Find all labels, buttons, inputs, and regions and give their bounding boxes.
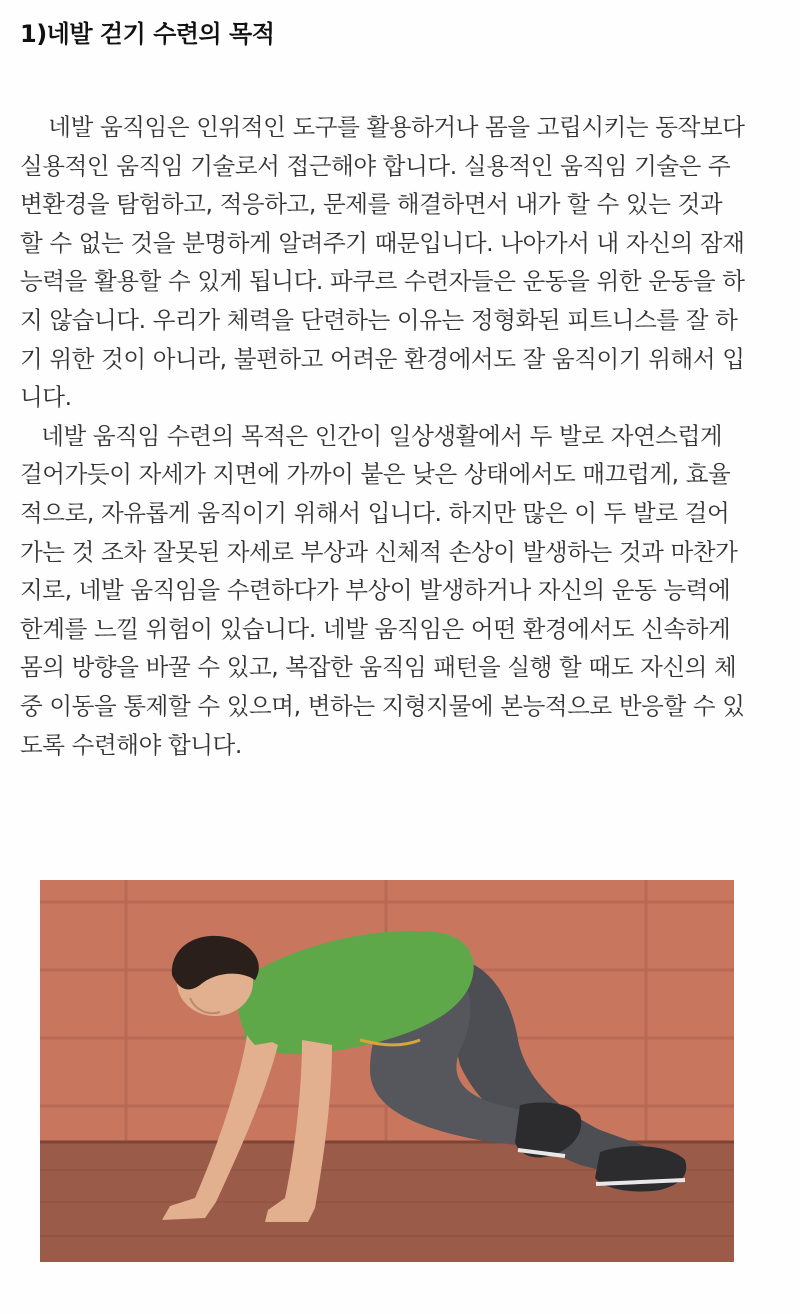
body-line: 도록 수련해야 합니다. xyxy=(20,730,242,759)
body-line: 네발 움직임 수련의 목적은 인간이 일상생활에서 두 발로 자연스럽게 xyxy=(20,421,723,450)
body-line: 기 위한 것이 아니라, 불편하고 어려운 환경에서도 잘 움직이기 위해서 입 xyxy=(20,344,745,373)
body-line: 적으로, 자유롭게 움직이기 위해서 입니다. 하지만 많은 이 두 발로 걸어 xyxy=(20,498,730,527)
section-heading: 1)네발 걷기 수련의 목적 xyxy=(20,20,275,48)
article-body xyxy=(20,108,790,764)
body-line: 능력을 활용할 수 있게 됩니다. 파쿠르 수련자들은 운동을 위한 운동을 하 xyxy=(20,267,745,296)
body-line: 걸어가듯이 자세가 지면에 가까이 붙은 낮은 상태에서도 매끄럽게, 효율 xyxy=(20,460,731,489)
body-line: 지 않습니다. 우리가 체력을 단련하는 이유는 정형화된 피트니스를 잘 하 xyxy=(20,305,738,334)
body-line: 실용적인 움직임 기술로서 접근해야 합니다. 실용적인 움직임 기술은 주 xyxy=(20,151,731,180)
body-line: 니다. xyxy=(20,383,72,412)
body-line: 몸의 방향을 바꿀 수 있고, 복잡한 움직임 패턴을 실행 할 때도 자신의 체 xyxy=(20,653,737,682)
body-line: 가는 것 조차 잘못된 자세로 부상과 신체적 손상이 발생하는 것과 마찬가 xyxy=(20,537,738,566)
body-line: 할 수 없는 것을 분명하게 알려주기 때문입니다. 나아가서 내 자신의 잠재 xyxy=(20,228,745,257)
photo-illustration xyxy=(40,880,734,1262)
body-line: 한계를 느낄 위험이 있습니다. 네발 움직임은 어떤 환경에서도 신속하게 xyxy=(20,614,731,643)
body-line: 네발 움직임은 인위적인 도구를 활용하거나 몸을 고립시키는 동작보다 xyxy=(20,113,745,141)
quadruped-movement-photo xyxy=(40,880,734,1262)
body-line: 지로, 네발 움직임을 수련하다가 부상이 발생하거나 자신의 운동 능력에 xyxy=(20,576,731,605)
body-line: 중 이동을 통제할 수 있으며, 변하는 지형지물에 본능적으로 반응할 수 있 xyxy=(20,691,745,720)
body-line: 변환경을 탐험하고, 적응하고, 문제를 해결하면서 내가 할 수 있는 것과 xyxy=(20,190,723,219)
